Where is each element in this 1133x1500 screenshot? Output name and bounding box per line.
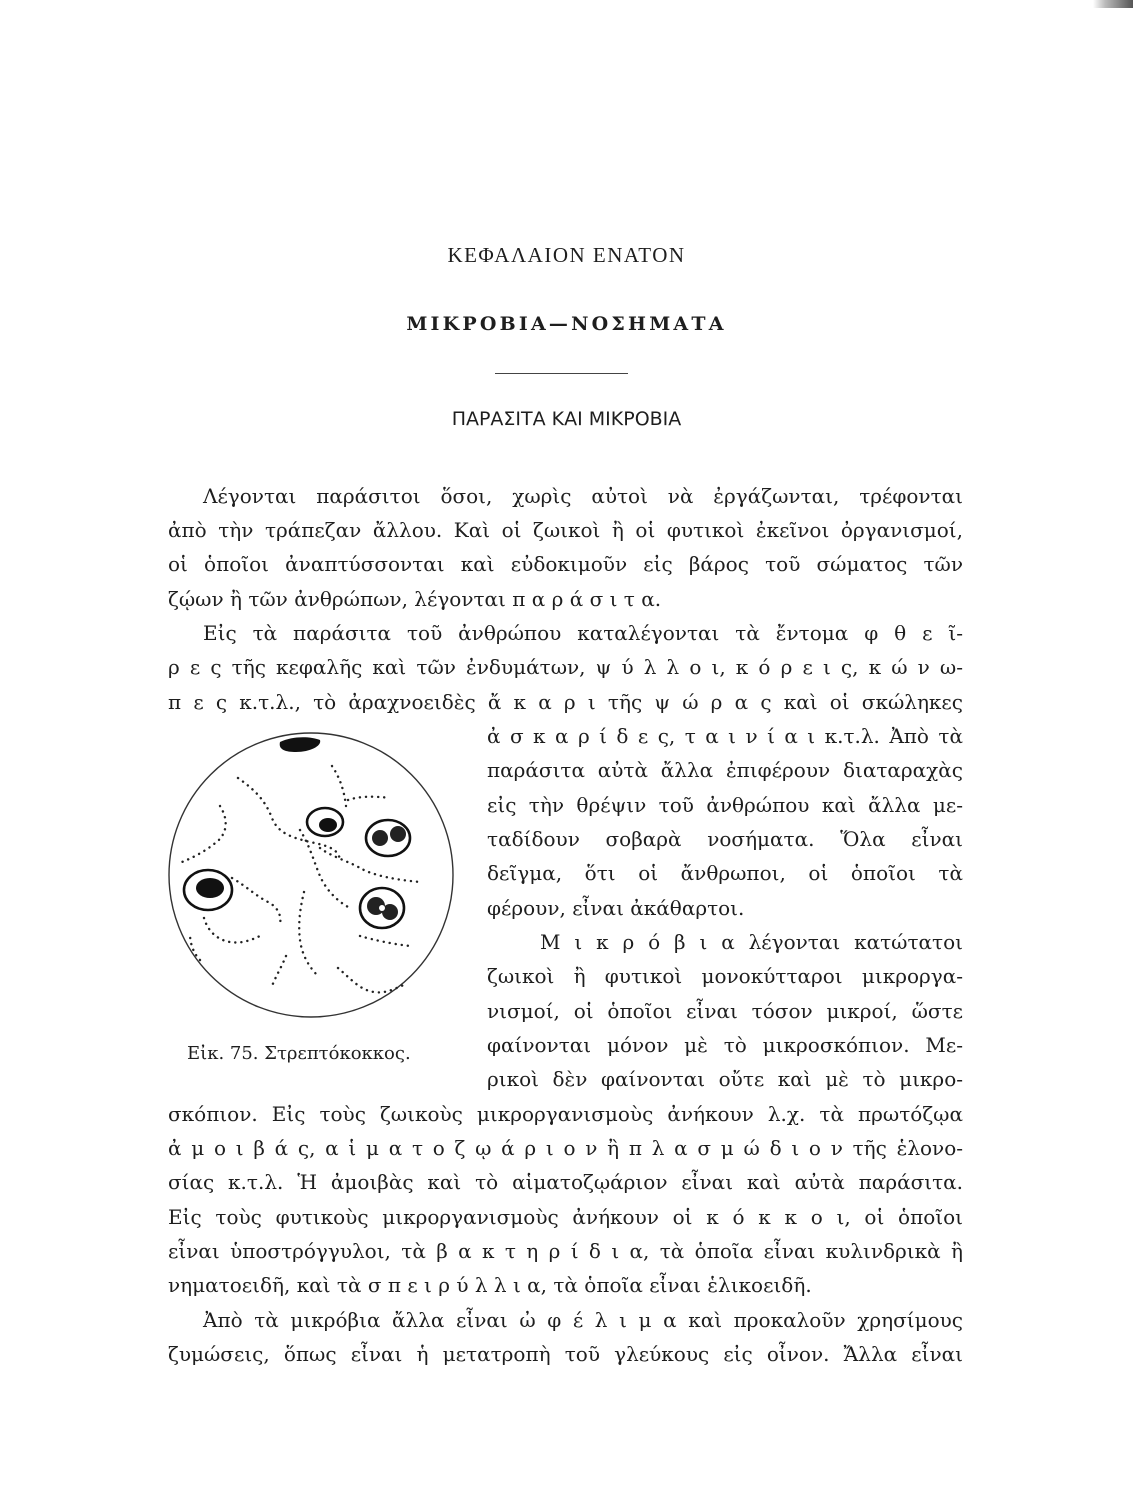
text-line: Λέγονται παράσιτοι ὅσοι, χωρὶς αὐτοὶ νὰ ἐργάζωνται, τρέφονται: [203, 484, 963, 508]
text-line: φέρουν, εἶναι ἀκάθαρτοι.: [487, 896, 745, 920]
text-line: ζωικοὶ ἢ φυτικοὶ μονοκύτταροι μικροργα-: [487, 964, 963, 988]
chapter-heading: ΚΕΦΑΛΑΙΟΝ ΕΝΑΤΟΝ: [447, 243, 686, 267]
text-line: ρ ε ς τῆς κεφαλῆς καὶ τῶν ἐνδυμάτων, ψ ύ λ λ ο ι, κ ό ρ ε ι ς, κ ώ ν ω-: [168, 655, 963, 679]
text-line: νηματοειδῆ, καὶ τὰ σ π ε ι ρ ύ λ λ ι α, τὰ ὁποῖα εἶναι ἑλικοειδῆ.: [168, 1273, 812, 1297]
text-line: σίας κ.τ.λ. Ἡ ἀμοιβὰς καὶ τὸ αἱματοζῳάριον εἶναι καὶ αὐτὰ παράσιτα.: [168, 1170, 963, 1194]
streptococcus-figure: [160, 730, 465, 1020]
text-line: Ἀπὸ τὰ μικρόβια ἄλλα εἶναι ὠ φ έ λ ι μ α καὶ προκαλοῦν χρησίμους: [203, 1308, 963, 1332]
text-line: δεῖγμα, ὅτι οἱ ἄνθρωποι, οἱ ὁποῖοι τὰ: [487, 861, 963, 885]
text-line: ρικοὶ δὲν φαίνονται οὔτε καὶ μὲ τὸ μικρο-: [487, 1067, 963, 1091]
text-line: νισμοί, οἱ ὁποῖοι εἶναι τόσον μικροί, ὥστε: [487, 999, 963, 1023]
text-line: οἱ ὁποῖοι ἀναπτύσσονται καὶ εὐδοκιμοῦν εἰς βάρος τοῦ σώματος τῶν: [168, 552, 963, 576]
text-line: παράσιτα αὐτὰ ἄλλα ἐπιφέρουν διαταραχὰς: [487, 758, 963, 782]
text-line: εἰς τὴν θρέψιν τοῦ ἀνθρώπου καὶ ἄλλα με-: [487, 793, 963, 817]
figure-caption: Εἰκ. 75. Στρεπτόκοκκος.: [187, 1043, 411, 1064]
text-line: Εἰς τὰ παράσιτα τοῦ ἀνθρώπου καταλέγονται τὰ ἔντομα φ θ ε ῖ-: [203, 621, 963, 645]
text-line: ἀ μ ο ι β ά ς, α ἱ μ α τ ο ζ ῳ ά ρ ι ο ν ἢ π λ α σ μ ώ δ ι ο ν τῆς ἑλονο-: [168, 1136, 963, 1160]
text-line: Μ ι κ ρ ό β ι α λέγονται κατώτατοι: [540, 930, 963, 954]
chapter-title: ΜΙΚΡΟΒΙΑ—ΝΟΣΗΜΑΤΑ: [406, 313, 727, 335]
text-line: φαίνονται μόνον μὲ τὸ μικροσκόπιον. Με-: [487, 1033, 963, 1057]
text-line: σκόπιον. Εἰς τοὺς ζωικοὺς μικροργανισμοὺς ἀνήκουν λ.χ. τὰ πρωτόζῳα: [168, 1102, 963, 1126]
section-heading: ΠΑΡΑΣΙΤΑ ΚΑΙ ΜΙΚΡΟΒΙΑ: [451, 408, 682, 430]
scan-edge-mark: [1093, 0, 1133, 8]
text-line: ζυμώσεις, ὅπως εἶναι ἡ μετατροπὴ τοῦ γλεύκους εἰς οἶνον. Ἄλλα εἶναι: [168, 1342, 963, 1366]
title-divider: [495, 373, 628, 374]
text-line: εἶναι ὑποστρόγγυλοι, τὰ β α κ τ η ρ ί δ ι α, τὰ ὁποῖα εἶναι κυλινδρικὰ ἢ: [168, 1239, 963, 1263]
text-line: π ε ς κ.τ.λ., τὸ ἀραχνοειδὲς ἄ κ α ρ ι τῆς ψ ώ ρ α ς καὶ οἱ σκώληκες: [168, 690, 963, 714]
text-line: ζῴων ἢ τῶν ἀνθρώπων, λέγονται π α ρ ά σ ι τ α.: [168, 587, 662, 611]
text-line: ταδίδουν σοβαρὰ νοσήματα. Ὅλα εἶναι: [487, 827, 963, 851]
text-line: ἀ σ κ α ρ ί δ ε ς, τ α ι ν ί α ι κ.τ.λ. Ἀπὸ τὰ: [487, 724, 963, 748]
text-line: Εἰς τοὺς φυτικοὺς μικροργανισμοὺς ἀνήκουν οἱ κ ό κ κ ο ι, οἱ ὁποῖοι: [168, 1205, 963, 1229]
text-line: ἀπὸ τὴν τράπεζαν ἄλλου. Καὶ οἱ ζωικοὶ ἢ οἱ φυτικοὶ ἐκεῖνοι ὀργανισμοί,: [168, 518, 963, 542]
stained-cells: [184, 737, 410, 928]
